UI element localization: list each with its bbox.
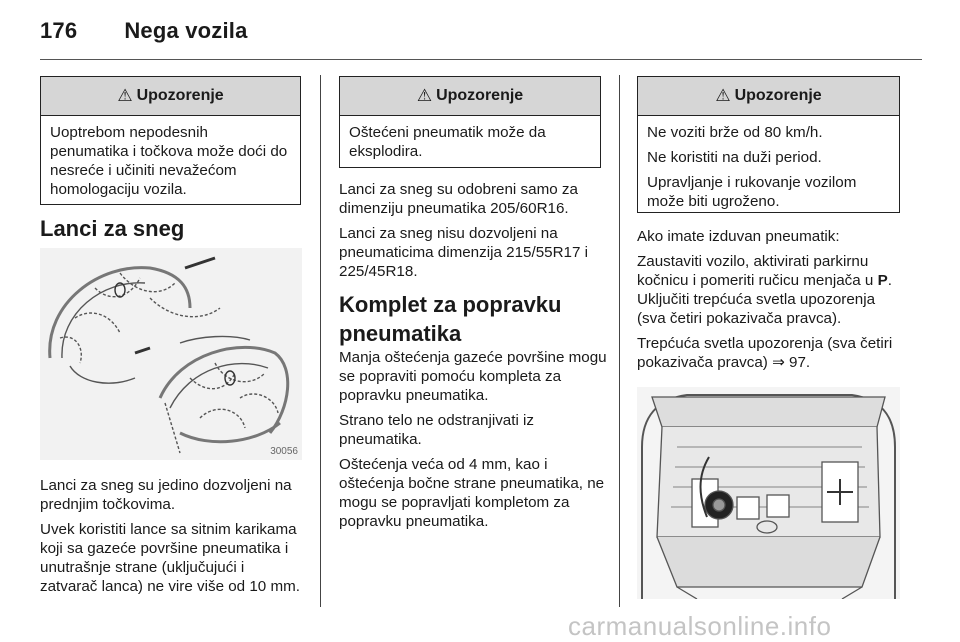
section-heading-repair-kit xyxy=(339,290,607,348)
snow-chain-approval-text xyxy=(339,180,607,287)
section-heading-snow-chains: Lanci za sneg xyxy=(40,216,185,241)
warning-body xyxy=(41,116,300,207)
gear-position-label: P xyxy=(877,272,888,289)
paragraph: Strano telo ne odstranjivati iz pneumatika. xyxy=(339,412,535,448)
paragraph: Lanci za sneg su jedino dozvoljeni na prednjim točkovima. xyxy=(40,477,292,513)
page-title: Nega vozila xyxy=(124,18,248,43)
warning-box-tires xyxy=(40,76,301,205)
column-divider-2 xyxy=(619,75,620,607)
snow-chain-drawing-icon xyxy=(40,248,302,460)
warning-triangle-icon: ⚠ xyxy=(416,86,433,105)
paragraph: Lanci za sneg nisu dozvoljeni na pneumaticima dimenzija 215/55R17 i 225/45R18. xyxy=(339,225,589,280)
warning-body xyxy=(638,116,899,219)
paragraph: Manja oštećenja gazeće površine mogu se popraviti pomoću kompleta za popravku pneumatika. xyxy=(339,349,607,404)
heading-line: Komplet za popravku xyxy=(339,292,562,317)
repair-kit-text xyxy=(339,348,607,537)
paragraph: Uvek koristiti lance sa sitnim karikama koji sa gazeće površine pneumatika i unutrašnje strane (uključujući i zatvarač lanca) ne vire više od 10 mm. xyxy=(40,521,300,595)
paragraph: Oštećenja veća od 4 mm, kao i oštećenja bočne strane pneumatika, ne mogu se popravljati kompletom za popravku pneumatika. xyxy=(339,456,605,530)
page-number: 176 xyxy=(40,18,78,43)
warning-title: Upozorenje xyxy=(734,87,822,104)
heading-line: pneumatika xyxy=(339,321,462,346)
snow-chain-illustration xyxy=(40,248,302,460)
warning-body xyxy=(340,116,600,169)
warning-line: Ne voziti brže od 80 km/h. xyxy=(647,124,823,141)
paragraph: Zaustaviti vozilo, aktivirati parkirnu kočnicu i pomeriti ručicu menjača u P. Uključiti trepćuća svetla upozorenja (sva četiri pokazivača pravca). xyxy=(637,253,892,327)
trunk-repair-kit-illustration xyxy=(637,387,900,599)
trunk-drawing-icon xyxy=(637,387,900,599)
snow-chain-text xyxy=(40,476,305,602)
column-divider-1 xyxy=(320,75,321,607)
warning-header xyxy=(41,77,300,116)
warning-box-speed-limit xyxy=(637,76,900,213)
warning-box-damaged-tire xyxy=(339,76,601,168)
paragraph: Trepćuća svetla upozorenja (sva četiri pokazivača pravca) ⇒ 97. xyxy=(637,335,893,371)
page-header xyxy=(40,18,248,44)
warning-title: Upozorenje xyxy=(436,87,524,104)
page-reference: 97. xyxy=(784,354,811,371)
warning-triangle-icon: ⚠ xyxy=(715,86,731,105)
paragraph: Ako imate izduvan pneumatik: xyxy=(637,228,840,245)
watermark: carmanualsonline.info xyxy=(568,611,832,641)
warning-line: Upravljanje i rukovanje vozilom može biti ugroženo. xyxy=(647,174,857,210)
warning-triangle-icon: ⚠ xyxy=(117,86,133,105)
warning-header xyxy=(638,77,899,116)
warning-header xyxy=(340,77,600,116)
header-rule xyxy=(40,59,922,60)
warning-line: Ne koristiti na duži period. xyxy=(647,149,822,166)
warning-title: Upozorenje xyxy=(136,87,224,104)
warning-text: Oštećeni pneumatik može da eksplodira. xyxy=(349,124,546,160)
figure-number: 30056 xyxy=(270,446,298,457)
page-reference-arrow-icon: ⇒ xyxy=(772,354,785,371)
paragraph: Lanci za sneg su odobreni samo za dimenziju pneumatika 205/60R16. xyxy=(339,181,578,217)
warning-text: Uoptrebom nepodesnih penumatika i točkova može doći do nesreće i učiniti nevažećom homologaciju vozila. xyxy=(50,124,288,198)
flat-tire-instructions xyxy=(637,227,905,378)
